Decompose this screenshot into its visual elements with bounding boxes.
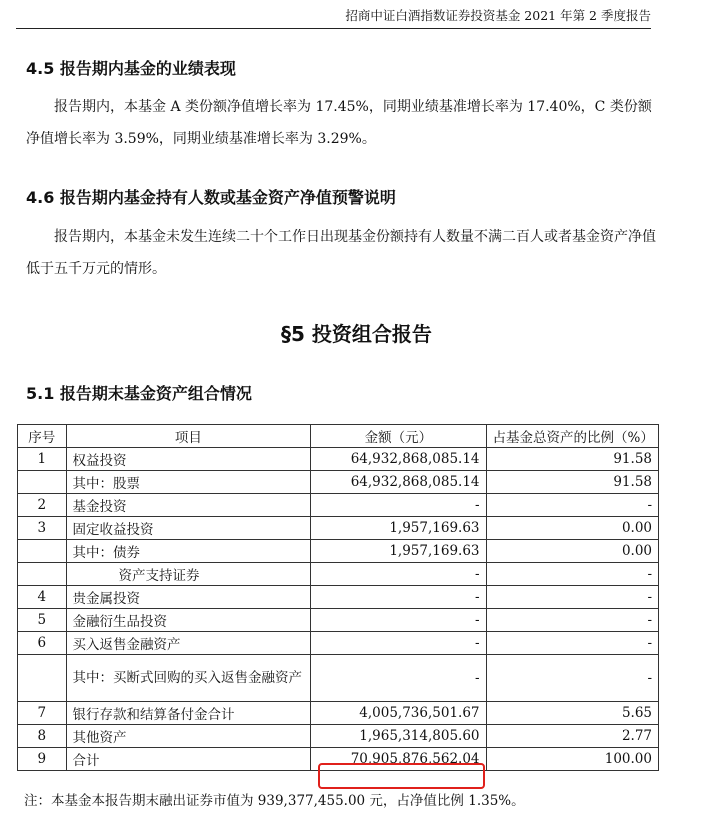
col-item: 项目 xyxy=(66,425,311,448)
row-amount: - xyxy=(311,632,486,655)
col-amount: 金额（元） xyxy=(311,425,486,448)
row-amount: - xyxy=(311,609,486,632)
col-seq: 序号 xyxy=(18,425,67,448)
row-item: 其中：债券 xyxy=(66,540,311,563)
row-seq xyxy=(18,471,67,494)
page-header xyxy=(16,6,651,29)
row-amount: 1,965,314,805.60 xyxy=(311,725,486,748)
total-amount-highlight xyxy=(318,763,485,789)
row-item: 贵金属投资 xyxy=(66,586,311,609)
table-row xyxy=(18,517,659,540)
table-row xyxy=(18,725,659,748)
row-seq: 1 xyxy=(18,448,67,471)
row-seq: 3 xyxy=(18,517,67,540)
row-pct: - xyxy=(486,632,658,655)
row-seq: 9 xyxy=(18,748,67,771)
section-4-6-title: 4.6 报告期内基金持有人数或基金资产净值预警说明 xyxy=(26,188,396,207)
section-5-1-title: 5.1 报告期末基金资产组合情况 xyxy=(26,384,252,403)
row-seq xyxy=(18,540,67,563)
row-item: 金融衍生品投资 xyxy=(66,609,311,632)
row-item: 银行存款和结算备付金合计 xyxy=(66,702,311,725)
row-item: 其他资产 xyxy=(66,725,311,748)
table-row xyxy=(18,586,659,609)
row-item: 基金投资 xyxy=(66,494,311,517)
row-pct: 0.00 xyxy=(486,517,658,540)
total-amount: 70,905,876,562.04 xyxy=(311,748,486,771)
row-amount: 1,957,169.63 xyxy=(311,540,486,563)
row-item: 权益投资 xyxy=(66,448,311,471)
row-pct: 91.58 xyxy=(486,471,658,494)
section-4-6-body: 报告期内，本基金未发生连续二十个工作日出现基金份额持有人数量不满二百人或者基金资产净值低于五千万元的情形。 xyxy=(26,229,656,277)
row-amount: - xyxy=(311,586,486,609)
row-pct: 2.77 xyxy=(486,725,658,748)
table-row xyxy=(18,609,659,632)
table-row xyxy=(18,540,659,563)
row-pct: 5.65 xyxy=(486,702,658,725)
row-amount: - xyxy=(311,494,486,517)
row-item: 固定收益投资 xyxy=(66,517,311,540)
row-amount: 64,932,868,085.14 xyxy=(311,448,486,471)
row-pct: - xyxy=(486,609,658,632)
table-header-row xyxy=(18,425,659,448)
row-pct: 100.00 xyxy=(486,748,658,771)
table-footnote: 注：本基金本报告期末融出证券市值为 939,377,455.00 元，占净值比例 1.35%。 xyxy=(24,793,525,809)
row-pct: 91.58 xyxy=(486,448,658,471)
row-pct: - xyxy=(486,655,658,702)
table-row xyxy=(18,471,659,494)
col-pct: 占基金总资产的比例（%） xyxy=(486,425,658,448)
row-amount: - xyxy=(311,563,486,586)
row-item: 其中：股票 xyxy=(66,471,311,494)
row-item: 买入返售金融资产 xyxy=(66,632,311,655)
header-title: 招商中证白酒指数证券投资基金 2021 年第 2 季度报告 xyxy=(345,8,651,23)
section-4-5-body: 报告期内，本基金 A 类份额净值增长率为 17.45%，同期业绩基准增长率为 17.40%，C 类份额净值增长率为 3.59%，同期业绩基准增长率为 3.29%。 xyxy=(26,99,652,147)
row-amount: 1,957,169.63 xyxy=(311,517,486,540)
table-row xyxy=(18,448,659,471)
row-pct: - xyxy=(486,563,658,586)
section-4-5-title: 4.5 报告期内基金的业绩表现 xyxy=(26,59,236,78)
row-seq: 8 xyxy=(18,725,67,748)
row-pct: 0.00 xyxy=(486,540,658,563)
table-row xyxy=(18,632,659,655)
row-seq: 5 xyxy=(18,609,67,632)
row-seq: 2 xyxy=(18,494,67,517)
row-item: 合计 xyxy=(66,748,311,771)
row-item: 其中：买断式回购的买入返售金融资产 xyxy=(66,655,311,702)
section-5-title: §5 投资组合报告 xyxy=(281,322,432,346)
row-pct: - xyxy=(486,494,658,517)
asset-portfolio-table xyxy=(17,424,659,771)
row-item: 资产支持证券 xyxy=(66,563,311,586)
row-amount: - xyxy=(311,655,486,702)
row-seq: 7 xyxy=(18,702,67,725)
row-amount: 64,932,868,085.14 xyxy=(311,471,486,494)
row-pct: - xyxy=(486,586,658,609)
table-row xyxy=(18,494,659,517)
row-seq xyxy=(18,563,67,586)
table-row xyxy=(18,655,659,702)
row-seq: 6 xyxy=(18,632,67,655)
table-row xyxy=(18,702,659,725)
row-seq: 4 xyxy=(18,586,67,609)
table-row xyxy=(18,563,659,586)
row-seq xyxy=(18,655,67,702)
row-amount: 4,005,736,501.67 xyxy=(311,702,486,725)
